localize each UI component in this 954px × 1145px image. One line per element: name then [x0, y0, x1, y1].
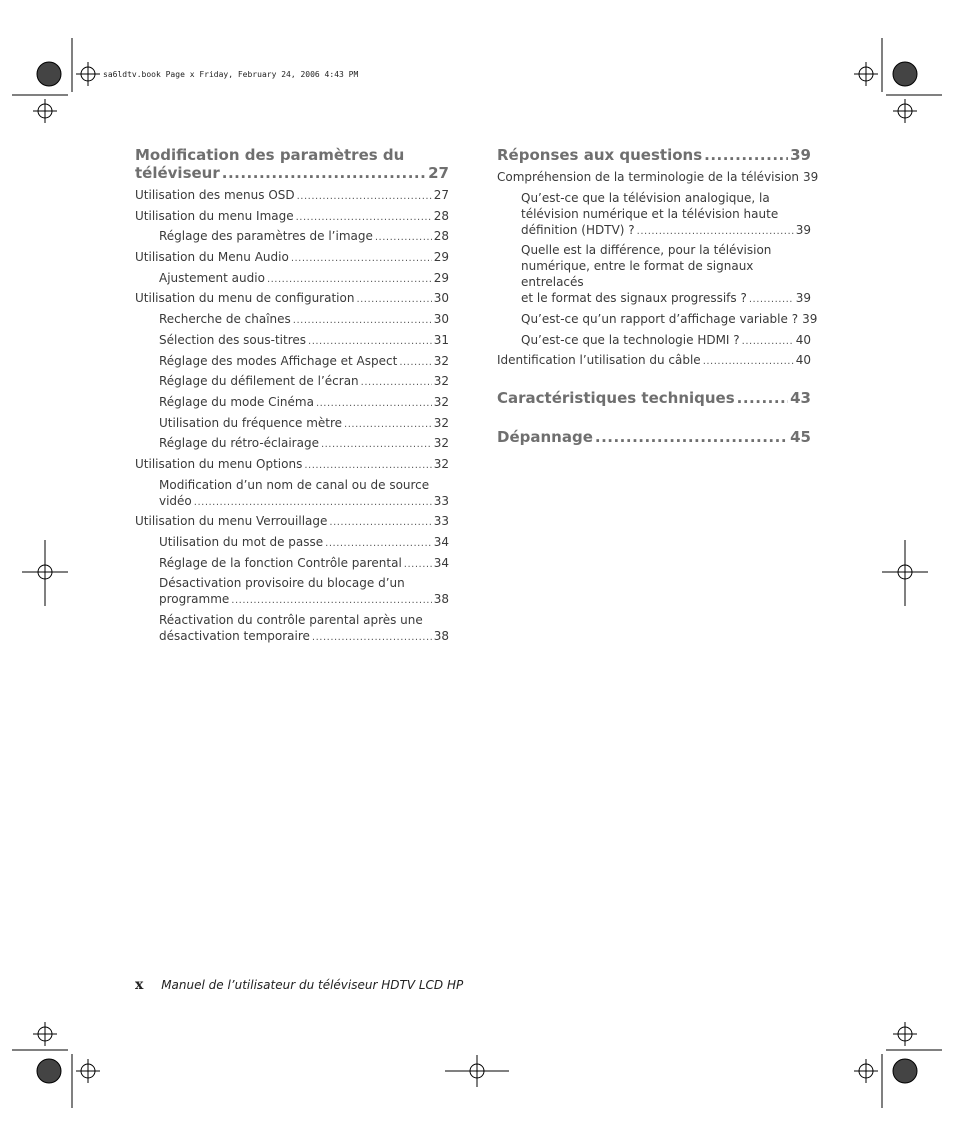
- toc-entry[interactable]: [497, 242, 811, 308]
- toc-entry[interactable]: [497, 190, 811, 240]
- entry-page: 29: [433, 250, 449, 265]
- leader-dots: [325, 534, 432, 552]
- entry-page: 40: [795, 353, 811, 368]
- entry-title: Réglage du rétro-éclairage: [159, 436, 319, 451]
- entry-page: 40: [795, 332, 811, 347]
- entry-title: Réglage des modes Affichage et Aspect: [159, 353, 398, 368]
- toc-entry[interactable]: [135, 311, 449, 329]
- leader-dots: [308, 332, 432, 350]
- toc-entry[interactable]: [135, 575, 449, 609]
- toc-chapter[interactable]: [497, 146, 811, 164]
- toc-entry[interactable]: [497, 352, 811, 370]
- entry-title: Ajustement audio: [159, 270, 265, 285]
- chapter-title-line1: Modification des paramètres du: [135, 146, 405, 164]
- entry-page: 32: [433, 456, 449, 471]
- toc-entry[interactable]: [135, 249, 449, 267]
- entry-title: Utilisation du fréquence mètre: [159, 415, 343, 430]
- entry-title-line1: Quelle est la différence, pour la télévision: [521, 243, 772, 258]
- entry-title: Utilisation des menus OSD: [135, 188, 295, 202]
- entry-page: 38: [433, 629, 449, 644]
- toc-entry[interactable]: [135, 435, 449, 453]
- toc-entry[interactable]: [497, 332, 811, 350]
- entry-title: Utilisation du menu de configuration: [135, 291, 355, 306]
- entry-title: Qu’est-ce qu’un rapport d’affichage variable ?: [521, 312, 799, 327]
- entry-page: 28: [433, 208, 449, 223]
- entry-title-line1: Désactivation provisoire du blocage d’un: [159, 576, 405, 591]
- entry-page: 29: [433, 270, 449, 285]
- entry-page: 33: [433, 493, 449, 508]
- entry-title: Réglage de la fonction Contrôle parental: [159, 555, 402, 570]
- leader-dots: [737, 389, 788, 407]
- entry-title-line1: Réactivation du contrôle parental après une: [159, 613, 423, 628]
- entry-page: 32: [433, 353, 449, 368]
- entry-title: Sélection des sous-titres: [159, 332, 307, 347]
- entry-title: Qu’est-ce que la technologie HDMI ?: [521, 332, 740, 347]
- toc-entry[interactable]: [497, 311, 818, 329]
- entry-page: 27: [433, 188, 449, 202]
- entry-title: Identification l’utilisation du câble: [497, 353, 701, 368]
- entry-page: 39: [803, 170, 819, 184]
- toc-chapter[interactable]: [497, 428, 811, 446]
- toc-entry[interactable]: [135, 477, 449, 511]
- leader-dots: [742, 332, 794, 350]
- leader-dots: [344, 415, 432, 433]
- entry-page: 31: [433, 332, 449, 347]
- leader-dots: [231, 591, 431, 609]
- page-footer: [135, 977, 463, 993]
- leader-dots: [399, 353, 431, 371]
- entry-page: 28: [433, 229, 449, 244]
- entry-title-line1: Qu’est-ce que la télévision analogique, la: [521, 190, 770, 205]
- toc-entry[interactable]: [135, 373, 449, 391]
- leader-dots: [293, 311, 432, 329]
- entry-page: 39: [802, 312, 818, 327]
- chapter-title-line2: téléviseur: [135, 164, 220, 182]
- entry-title-line3: et le format des signaux progressifs ?: [521, 291, 747, 306]
- entry-page: 33: [433, 514, 449, 529]
- entry-page: 32: [433, 436, 449, 451]
- toc-entry[interactable]: [135, 290, 449, 308]
- entry-title-line2: vidéo: [159, 493, 192, 508]
- entry-page: 34: [433, 555, 449, 570]
- entry-page: 38: [433, 592, 449, 607]
- chapter-page: 27: [428, 164, 449, 182]
- leader-dots: [404, 555, 432, 573]
- leader-dots: [222, 164, 426, 182]
- toc-entry[interactable]: [135, 555, 449, 573]
- entry-page: 32: [433, 374, 449, 389]
- print-slug: sa6ldtv.book Page x Friday, February 24, 2006 4:43 PM: [103, 70, 359, 79]
- leader-dots: [704, 146, 788, 164]
- entry-title: Réglage du mode Cinéma: [159, 394, 314, 409]
- leader-dots: [316, 394, 432, 412]
- leader-dots: [595, 428, 788, 446]
- chapter-title: Dépannage: [497, 428, 593, 447]
- toc-entry[interactable]: [135, 208, 449, 226]
- toc-entry[interactable]: [135, 270, 449, 288]
- entry-page: 39: [795, 222, 811, 237]
- entry-title-line3: définition (HDTV) ?: [521, 222, 635, 237]
- chapter-title: Réponses aux questions: [497, 146, 703, 164]
- entry-title: Utilisation du menu Image: [135, 208, 294, 223]
- leader-dots: [749, 290, 794, 308]
- entry-title: Utilisation du menu Options: [135, 456, 303, 471]
- chapter-page: 39: [790, 146, 811, 164]
- entry-title: Utilisation du Menu Audio: [135, 250, 289, 265]
- entry-title: Utilisation du menu Verrouillage: [135, 514, 328, 529]
- toc-entry[interactable]: [135, 187, 449, 205]
- leader-dots: [356, 290, 431, 308]
- toc-entry[interactable]: [135, 415, 449, 433]
- leader-dots: [297, 187, 432, 205]
- entry-title-line2: désactivation temporaire: [159, 629, 310, 644]
- leader-dots: [312, 628, 432, 646]
- entry-title: Recherche de chaînes: [159, 312, 291, 327]
- entry-page: 30: [433, 312, 449, 327]
- chapter-page: 43: [790, 389, 811, 408]
- leader-dots: [304, 456, 431, 474]
- toc-entry[interactable]: [497, 169, 819, 187]
- entry-page: 30: [433, 291, 449, 306]
- toc-entry[interactable]: [135, 612, 449, 646]
- leader-dots: [329, 513, 431, 531]
- toc-right-column: [497, 146, 819, 451]
- leader-dots: [375, 228, 432, 246]
- entry-page: 34: [433, 535, 449, 549]
- leader-dots: [703, 352, 794, 370]
- toc-chapter[interactable]: [135, 146, 449, 182]
- leader-dots: [637, 222, 794, 240]
- entry-title-line1: Modification d’un nom de canal ou de source: [159, 477, 430, 492]
- entry-title: Réglage des paramètres de l’image: [159, 229, 373, 244]
- toc-entry[interactable]: [135, 394, 449, 412]
- toc-entry[interactable]: [135, 228, 449, 246]
- toc-entry[interactable]: [135, 353, 449, 371]
- leader-dots: [194, 493, 432, 511]
- entry-title: Utilisation du mot de passe: [159, 535, 324, 549]
- leader-dots: [291, 249, 432, 267]
- toc-chapter[interactable]: [497, 389, 811, 407]
- toc-entry[interactable]: [135, 513, 449, 531]
- footer-title: Manuel de l’utilisateur du téléviseur HDTV LCD HP: [161, 978, 464, 992]
- entry-page: 32: [433, 394, 449, 409]
- toc-entry[interactable]: [135, 456, 449, 474]
- page-number: x: [135, 977, 144, 993]
- chapter-page: 45: [790, 428, 811, 447]
- leader-dots: [361, 373, 432, 391]
- toc-left-column: [135, 146, 449, 649]
- leader-dots: [321, 435, 432, 453]
- entry-page: 32: [433, 415, 449, 430]
- leader-dots: [267, 270, 432, 288]
- entry-page: 39: [795, 291, 811, 306]
- toc-entry[interactable]: [135, 534, 449, 552]
- leader-dots: [296, 208, 432, 226]
- entry-title-line2: programme: [159, 592, 230, 607]
- entry-title-line2: télévision numérique et la télévision haute: [521, 206, 779, 221]
- entry-title-line2: numérique, entre le format de signaux entrelacés: [521, 259, 754, 290]
- entry-title: Réglage du défilement de l’écran: [159, 374, 359, 389]
- chapter-title: Caractéristiques techniques: [497, 389, 735, 408]
- toc-entry[interactable]: [135, 332, 449, 350]
- entry-title: Compréhension de la terminologie de la télévision: [497, 170, 800, 184]
